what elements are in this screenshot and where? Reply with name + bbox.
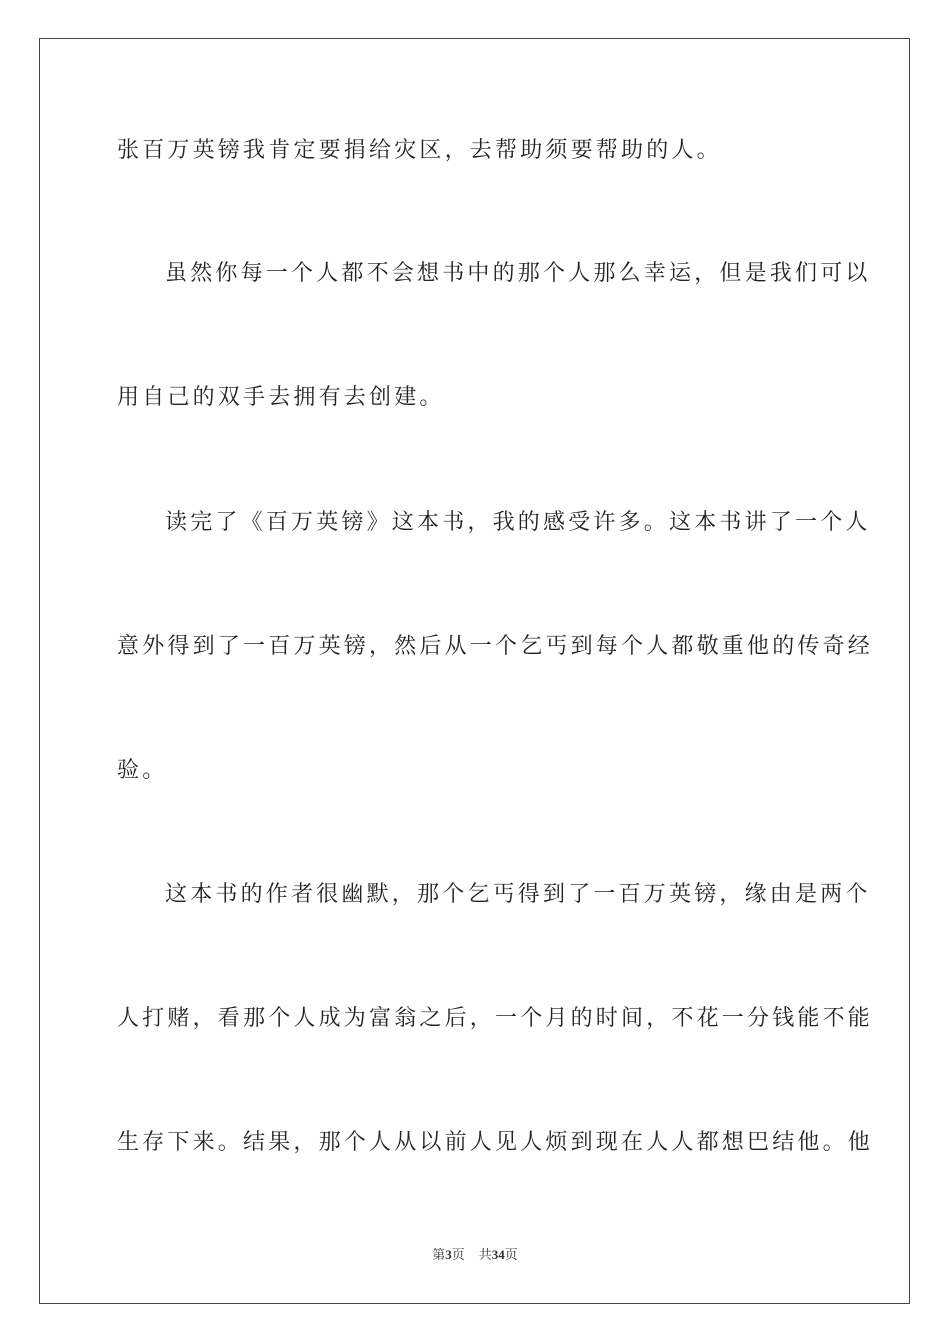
text-line-9: 生存下来。结果，那个人从以前人见人烦到现在人人都想巴结他。他 bbox=[117, 1130, 874, 1155]
text-line-4: 读完了《百万英镑》这本书，我的感受许多。这本书讲了一个人 bbox=[165, 510, 871, 535]
page-number: 3 bbox=[445, 1247, 452, 1262]
text-line-2: 虽然你每一个人都不会想书中的那个人那么幸运，但是我们可以 bbox=[165, 261, 871, 286]
total-pages: 34 bbox=[491, 1247, 505, 1262]
page-prefix: 第 bbox=[432, 1248, 446, 1263]
text-line-5: 意外得到了一百万英镑，然后从一个乞丐到每个人都敬重他的传奇经 bbox=[117, 634, 874, 659]
page-suffix: 页 bbox=[451, 1248, 465, 1263]
total-prefix: 共 bbox=[478, 1248, 492, 1263]
text-line-3: 用自己的双手去拥有去创建。 bbox=[117, 385, 445, 410]
total-suffix: 页 bbox=[504, 1248, 518, 1263]
text-line-6: 验。 bbox=[117, 758, 168, 783]
text-line-7: 这本书的作者很幽默，那个乞丐得到了一百万英镑，缘由是两个 bbox=[165, 882, 871, 907]
text-line-8: 人打赌，看那个人成为富翁之后，一个月的时间，不花一分钱能不能 bbox=[117, 1006, 874, 1031]
page-border bbox=[39, 38, 910, 1304]
page-footer bbox=[0, 1246, 950, 1265]
text-line-1: 张百万英镑我肯定要捐给灾区，去帮助须要帮助的人。 bbox=[117, 138, 722, 163]
